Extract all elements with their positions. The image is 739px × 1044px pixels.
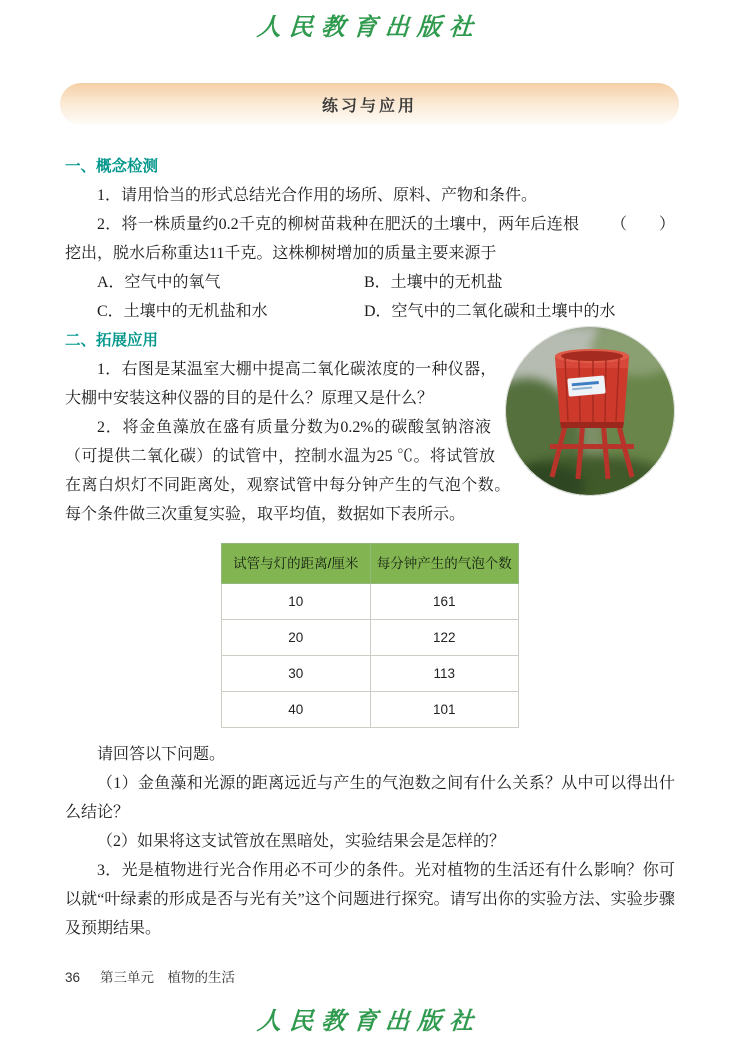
table-header-row: [222, 544, 519, 584]
option-b: B．土壤中的无机盐: [364, 274, 503, 291]
sub-question-1: （1）金鱼藻和光源的距离远近与产生的气泡数之间有什么关系？从中可以得出什么结论？: [65, 775, 675, 821]
extension-question-1: 1．右图是某温室大棚中提高二氧化碳浓度的一种仪器，大棚中安装这种仪器的目的是什么？原理又是什么？: [65, 361, 497, 407]
page-number: 36: [65, 970, 81, 985]
table-cell-bubbles: 101: [370, 692, 519, 728]
publisher-logo-top: 人民教育出版社: [256, 12, 483, 41]
option-a: A．空气中的氧气: [97, 274, 221, 291]
section-heading-extension: 二、拓展应用: [65, 332, 159, 349]
greenhouse-photo-illustration: [505, 326, 675, 496]
publisher-logo-bottom: 人民教育出版社: [256, 1006, 483, 1035]
table-cell-bubbles: 122: [370, 620, 519, 656]
table-cell-distance: 30: [222, 656, 371, 692]
exercise-banner: [60, 83, 679, 125]
device-label-sticker: [567, 375, 605, 396]
distance-bubble-table: [221, 543, 519, 728]
table-row: [222, 692, 519, 728]
concept-question-1: 1．请用恰当的形式总结光合作用的场所、原料、产物和条件。: [97, 187, 538, 204]
answer-prompt: 请回答以下问题。: [97, 746, 226, 763]
page-content: [0, 125, 739, 943]
answer-blank: （ ）: [610, 216, 675, 233]
page-footer: [65, 966, 235, 986]
banner-title: 练习与应用: [321, 97, 417, 115]
extension-question-2: 2．将金鱼藻放在盛有质量分数为0.2%的碳酸氢钠溶液（可提供二氧化碳）的试管中，控制水温为25 ℃。将试管放在离白炽灯不同距离处，观察试管中每分钟产生的气泡个数。每个条件做三次重复实验，取平均值，数据如下表所示。: [65, 419, 511, 523]
table-cell-bubbles: 113: [370, 656, 519, 692]
table-row: [222, 620, 519, 656]
col-header-bubbles: 每分钟产生的气泡个数: [370, 544, 519, 584]
section-heading-concept-check: 一、概念检测: [65, 158, 159, 175]
table-cell-distance: 20: [222, 620, 371, 656]
table-cell-distance: 40: [222, 692, 371, 728]
table-cell-distance: 10: [222, 584, 371, 620]
unit-title: 第三单元 植物的生活: [100, 970, 236, 985]
option-c: C．土壤中的无机盐和水: [97, 303, 268, 320]
table-cell-bubbles: 161: [370, 584, 519, 620]
col-header-distance: 试管与灯的距离/厘米: [222, 544, 371, 584]
table-row: [222, 656, 519, 692]
choice-options: [97, 268, 675, 326]
option-d: D．空气中的二氧化碳和土壤中的水: [364, 303, 616, 320]
experiment-data-table-wrap: [221, 543, 519, 728]
section-extension: [65, 326, 675, 943]
table-row: [222, 584, 519, 620]
greenhouse-co2-generator-photo: [505, 326, 675, 496]
sub-question-2: （2）如果将这支试管放在黑暗处，实验结果会是怎样的？: [97, 833, 506, 850]
extension-question-3: 3．光是植物进行光合作用必不可少的条件。光对植物的生活还有什么影响？你可以就“叶绿素的形成是否与光有关”这个问题进行探究。请写出你的实验方法、实验步骤及预期结果。: [65, 862, 675, 937]
concept-question-2-text: 2．将一株质量约0.2千克的柳树苗栽种在肥沃的土壤中，两年后连根挖出，脱水后称重达11千克。这株柳树增加的质量主要来源于: [65, 216, 579, 262]
concept-question-2: [65, 210, 675, 268]
